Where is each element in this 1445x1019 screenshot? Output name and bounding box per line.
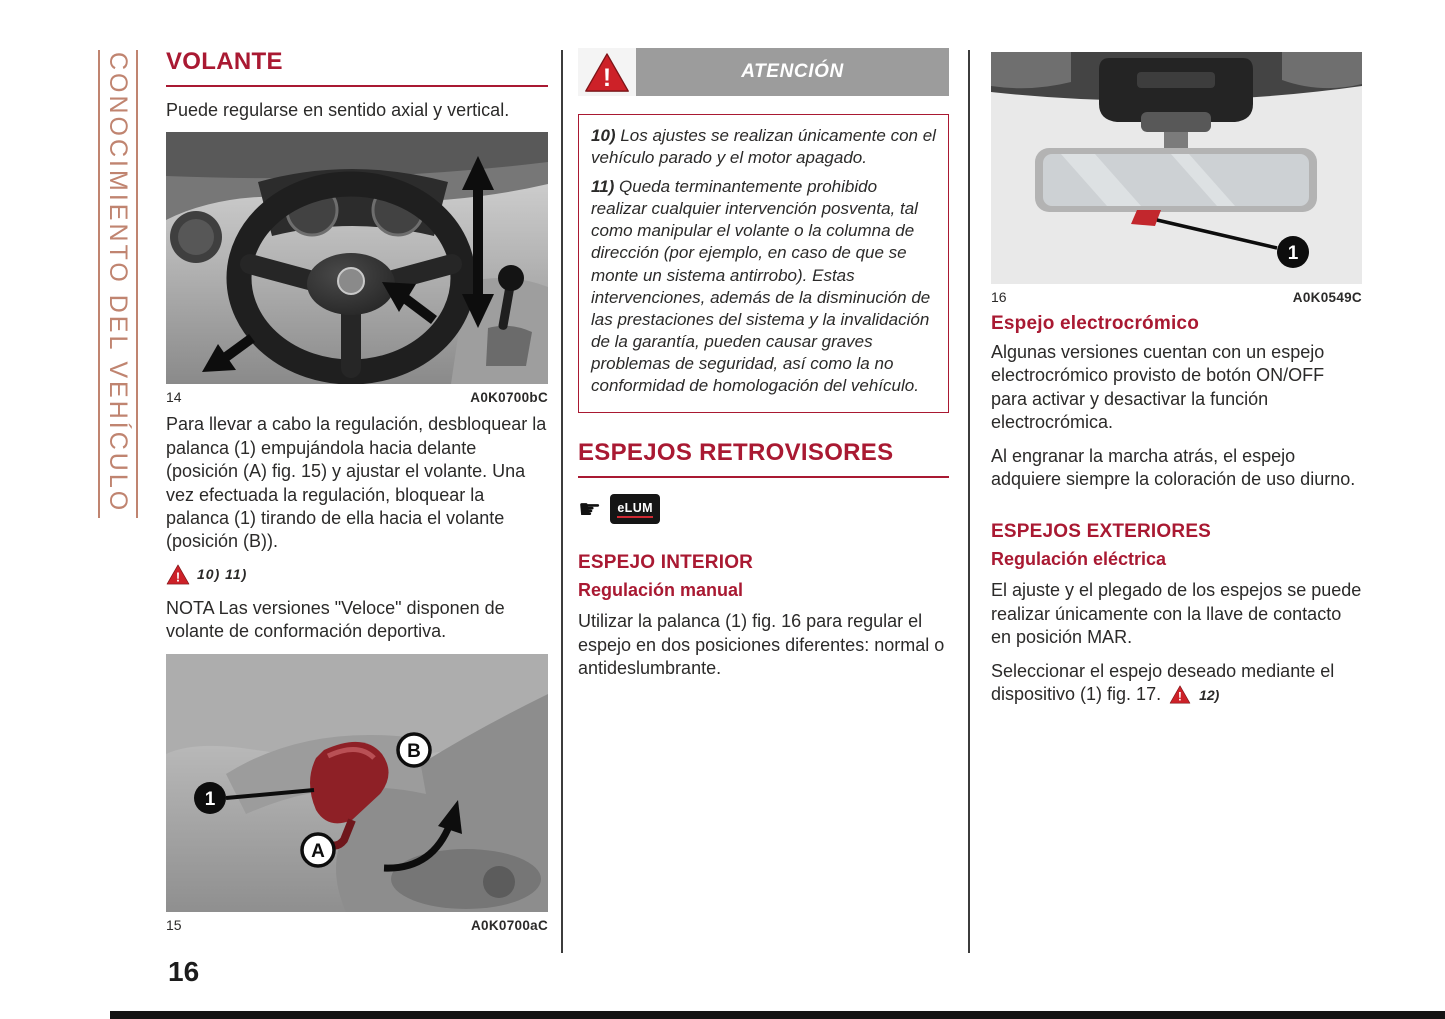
column-volante	[166, 48, 548, 941]
chapter-rail-line-left	[98, 50, 100, 518]
figure-14-caption	[166, 389, 548, 405]
electrocromico-paragraph-1: Algunas versiones cuentan con un espejo electrocrómico provisto de botón ON/OFF para activar y desactivar la función electrocrómica.	[991, 342, 1325, 433]
page-number: 16	[168, 956, 200, 987]
attention-title-bar	[636, 48, 949, 96]
subsection-regulacion-electrica: Regulación eléctrica	[991, 549, 1167, 570]
elum-badge-label: eLUM	[617, 501, 653, 518]
elum-badge-row	[578, 494, 949, 524]
warning-item-11	[591, 176, 936, 397]
warning-triangle-icon	[1169, 685, 1191, 704]
figure-15-lever-photo	[166, 654, 548, 912]
warning-triangle-icon	[166, 564, 190, 585]
attention-title: ATENCIÓN	[741, 61, 844, 82]
figure-14-number: 14	[166, 389, 182, 406]
figure-16-caption	[991, 289, 1362, 305]
warning-item-10	[591, 125, 936, 169]
subsection-espejos-exteriores: ESPEJOS EXTERIORES	[991, 521, 1212, 543]
warning-text-box	[578, 114, 949, 413]
svg-text:!: !	[1178, 691, 1183, 704]
pointing-hand-icon: ☛	[578, 494, 602, 525]
espejo-interior-paragraph: Utilizar la palanca (1) fig. 16 para regular el espejo en dos posiciones diferentes: normal o antideslumbrante.	[578, 611, 945, 678]
chapter-title: CONOCIMIENTO DEL VEHÍCULO	[104, 52, 132, 514]
attention-header	[578, 48, 949, 96]
exteriores-paragraph-2	[991, 660, 1362, 707]
column-espejos	[991, 48, 1362, 716]
electrocromico-paragraph-2: Al engranar la marcha atrás, el espejo adquiere siempre la coloración de uso diurno.	[991, 445, 1356, 489]
warning-item-11-number: 11)	[591, 177, 615, 197]
figure-14-code: A0K0700bC	[470, 390, 548, 406]
warning-triangle-icon	[584, 52, 630, 93]
warning-item-10-number: 10)	[591, 126, 616, 145]
figure-14-steering-wheel-photo	[166, 132, 548, 384]
figure-14	[166, 132, 548, 405]
warning-item-11-text: Queda terminantemente prohibido realizar cualquier intervención posventa, tal como manipular el volante o la columna de dirección (por ejemplo, en caso de que se monte un sistema antirrobo). Estas intervenciones, además de la disminución de las prestaciones del sistema y la invalidación de la garantía, pueden causar graves problemas de seguridad, así como la no conformidad de homologación del vehículo.	[591, 177, 931, 396]
svg-text:1: 1	[204, 788, 216, 810]
volante-adjust-paragraph: Para llevar a cabo la regulación, desbloquear la palanca (1) empujándola hacia delante (posición (A) fig. 15) y ajustar el volante. Una vez efectuada la regulación, bloquear la palanca (1) tirando de ella hacia el volante (posición (B)).	[166, 414, 547, 552]
svg-text:!: !	[175, 569, 181, 585]
svg-text:A: A	[311, 840, 325, 862]
warning-ref-12: 12)	[1199, 686, 1220, 703]
warning-item-10-text: Los ajustes se realizan únicamente con el vehículo parado y el motor apagado.	[591, 126, 936, 168]
volante-intro-paragraph: Puede regularse en sentido axial y vertical.	[166, 100, 510, 120]
warning-refs-row	[166, 564, 548, 585]
figure-16-number: 16	[991, 289, 1007, 305]
column-atencion	[578, 48, 949, 690]
figure-15-number: 15	[166, 916, 182, 933]
subsection-regulacion-manual: Regulación manual	[578, 580, 744, 601]
page-bottom-bar	[110, 1011, 1445, 1019]
figure-15-code: A0K0700aC	[471, 917, 548, 933]
section-title-espejos-retrovisores: ESPEJOS RETROVISORES	[578, 439, 949, 478]
svg-text:!: !	[602, 64, 612, 92]
figure-16	[991, 52, 1362, 305]
svg-text:1: 1	[1287, 243, 1299, 264]
volante-nota-paragraph: NOTA Las versiones "Veloce" disponen de volante de conformación deportiva.	[166, 597, 505, 642]
svg-text:B: B	[407, 740, 421, 762]
elum-badge	[610, 494, 660, 524]
warning-refs-text: 10) 11)	[197, 566, 248, 583]
exteriores-select-text: Seleccionar el espejo deseado mediante el dispositivo (1) fig. 17.	[991, 660, 1335, 704]
chapter-rail-line-right	[136, 50, 138, 518]
subsection-espejo-electrocromico: Espejo electrocrómico	[991, 313, 1199, 334]
column-divider-2	[968, 50, 970, 953]
figure-16-code: A0K0549C	[1292, 290, 1362, 305]
column-divider-1	[561, 50, 563, 953]
section-title-volante: VOLANTE	[166, 48, 548, 87]
exteriores-paragraph-1: El ajuste y el plegado de los espejos se puede realizar únicamente con la llave de contacto en posición MAR.	[991, 580, 1362, 648]
figure-15-caption	[166, 917, 548, 933]
subsection-espejo-interior: ESPEJO INTERIOR	[578, 552, 754, 574]
figure-15	[166, 654, 548, 933]
figure-16-mirror-photo	[991, 52, 1362, 284]
attention-icon-box	[578, 48, 636, 96]
